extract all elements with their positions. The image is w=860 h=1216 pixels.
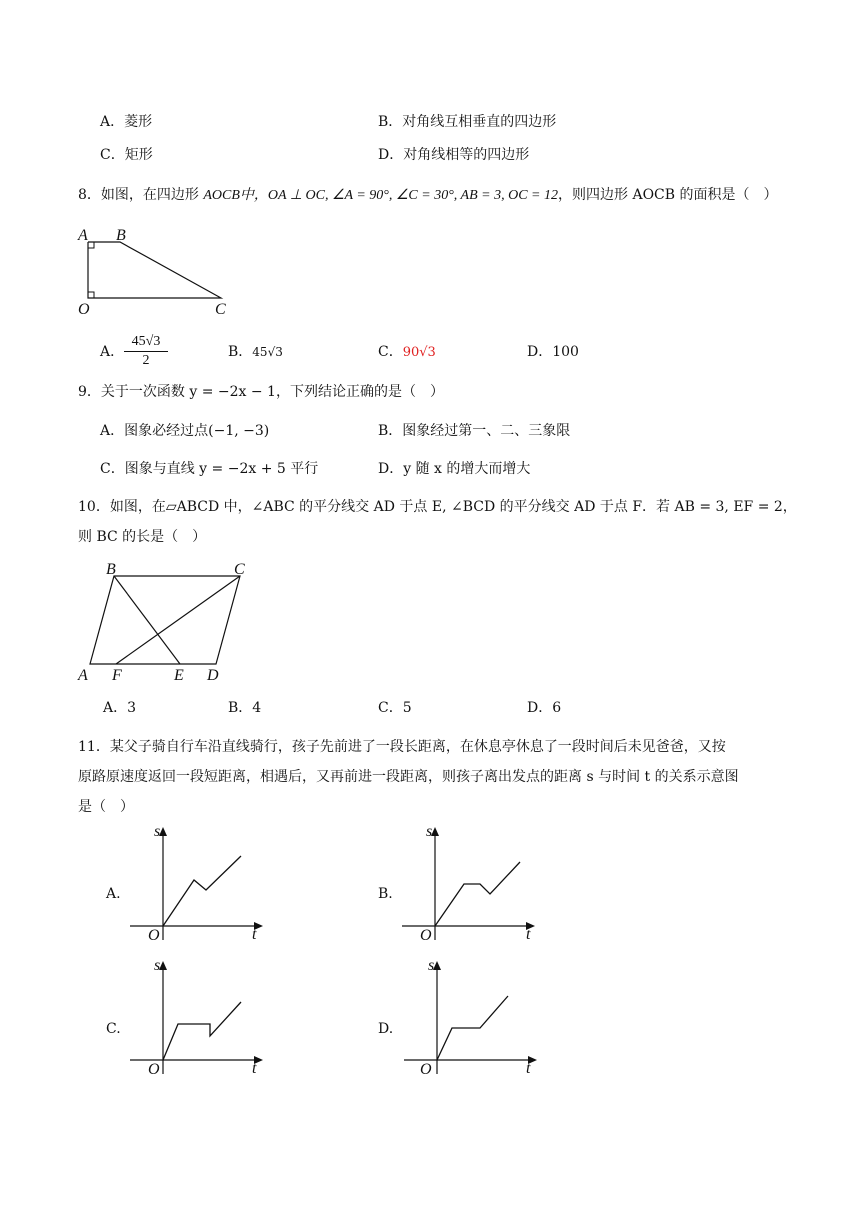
q9-option-b: B．图象经过第一、二、三象限 [378, 423, 571, 439]
q11-a-origin: O [148, 927, 160, 944]
q10-label-d: D [207, 667, 219, 684]
q7-option-b: B．对角线互相垂直的四边形 [378, 114, 557, 130]
q11-c-s-label: s [154, 957, 161, 974]
q7-option-a: A．菱形 [100, 114, 153, 130]
q11-option-c-label: C. [106, 1021, 121, 1037]
q11-d-s-label: s [428, 957, 435, 974]
q11-option-b-label: B. [378, 886, 393, 902]
q11-stem-line1: 11．某父子骑自行车沿直线骑行，孩子先前进了一段长距离，在休息亭休息了一段时间后未见爸爸，又按 [78, 739, 726, 755]
q9-stem: 9．关于一次函数 y = −2x − 1，下列结论正确的是（ ） [78, 384, 444, 400]
q11-b-origin: O [420, 927, 432, 944]
q10-option-b: B．4 [228, 700, 262, 716]
q11-d-origin: O [420, 1061, 432, 1078]
q10-label-a: A [78, 667, 88, 684]
q9-option-c: C．图象与直线 y = −2x + 5 平行 [100, 461, 319, 477]
q10-label-b: B [106, 561, 116, 578]
q10-option-c: C．5 [378, 700, 412, 716]
q11-stem-line3: 是（ ） [78, 799, 134, 815]
q11-graph-b [400, 822, 540, 942]
q10-stem-line1: 10．如图，在▱ABCD 中，∠ABC 的平分线交 AD 于点 E, ∠BCD 的平分线交 AD 于点 F．若 AB = 3, EF = 2， [78, 499, 797, 515]
q11-b-t-label: t [526, 926, 531, 943]
q10-label-e: E [174, 667, 184, 684]
q8-label-c: C [215, 301, 226, 318]
q11-a-t-label: t [252, 926, 257, 943]
q10-stem-line2: 则 BC 的长是（ ） [78, 529, 207, 545]
q11-graph-d [402, 956, 542, 1076]
q8-label-b: B [116, 227, 126, 244]
q8-label-o: O [78, 301, 90, 318]
q8-label-a: A [78, 227, 88, 244]
q11-graph-c [128, 956, 268, 1076]
q11-c-origin: O [148, 1061, 160, 1078]
q11-c-t-label: t [252, 1060, 257, 1077]
q11-d-t-label: t [526, 1060, 531, 1077]
q8-option-d: D．100 [527, 344, 579, 360]
q8-option-b: B．45√3 [228, 344, 283, 360]
q8-option-a-fraction: $\frac{45√3}{2}$ [124, 333, 168, 370]
q8-option-a-label: A． [100, 344, 125, 360]
q11-option-d-label: D. [378, 1021, 394, 1037]
q11-a-s-label: s [154, 823, 161, 840]
q10-parallelogram-figure [76, 560, 266, 684]
q10-label-f: F [112, 667, 122, 684]
q9-option-d: D．y 随 x 的增大而增大 [378, 461, 531, 477]
q11-graph-a [128, 822, 268, 942]
q10-label-c: C [234, 561, 245, 578]
q11-stem-line2: 原路原速度返回一段短距离，相遇后，又再前进一段距离，则孩子离出发点的距离 s 与时间 t 的关系示意图 [78, 769, 739, 785]
q10-option-d: D．6 [527, 700, 562, 716]
q9-option-a: A．图象必经过点(−1, −3) [100, 423, 270, 439]
q10-option-a: A．3 [103, 700, 137, 716]
q8-stem: 8．如图，在四边形 AOCB中，OA ⊥ OC, ∠A = 90°, ∠C = 30°, AB = 3, OC = 12，则四边形 AOCB 的面积是（ ） [78, 187, 778, 203]
q7-option-c: C．矩形 [100, 147, 153, 163]
q7-option-d: D．对角线相等的四边形 [378, 147, 530, 163]
q8-option-c: C．90√3 [378, 344, 436, 360]
q11-b-s-label: s [426, 823, 433, 840]
q11-option-a-label: A. [106, 886, 121, 902]
q8-quadrilateral-figure [76, 226, 236, 318]
